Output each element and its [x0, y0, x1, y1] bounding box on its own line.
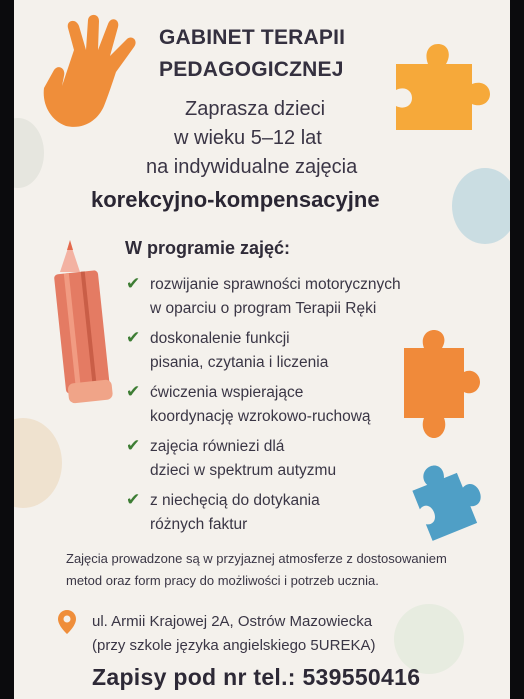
background-blob	[452, 168, 510, 244]
list-item: ćwiczenia wspierające	[150, 384, 304, 401]
therapy-type: korekcyjno-kompensacyjne	[91, 187, 380, 212]
phone-number[interactable]: Zapisy pod nr tel.: 539550416	[92, 664, 421, 690]
invitation-line: w wieku 5–12 lat	[174, 127, 322, 149]
invitation-line: na indywidualne zajęcia	[146, 156, 358, 178]
check-icon: ✔	[126, 328, 141, 347]
check-icon: ✔	[126, 490, 141, 509]
check-icon: ✔	[126, 382, 141, 401]
puzzle-piece-icon	[398, 330, 480, 440]
flyer	[14, 0, 510, 699]
hand-icon	[32, 14, 150, 132]
list-item: doskonalenie funkcji	[150, 330, 290, 347]
page-title: GABINET TERAPII	[159, 26, 346, 49]
location-pin-icon	[58, 610, 76, 634]
info-note: metod oraz form pracy do możliwości i potrzeb ucznia.	[66, 573, 379, 588]
list-item: pisania, czytania i liczenia	[150, 354, 329, 371]
pencil-icon	[54, 232, 114, 408]
invitation-line: Zaprasza dzieci	[185, 98, 326, 120]
list-item: różnych faktur	[150, 516, 248, 533]
check-icon: ✔	[126, 274, 141, 293]
program-heading: W programie zajęć:	[125, 238, 291, 258]
list-item: zajęcia równiezi dlá	[150, 438, 285, 455]
check-icon: ✔	[126, 436, 141, 455]
list-item: dzieci w spektrum autyzmu	[150, 462, 337, 479]
list-item: w oparciu o program Terapii Ręki	[150, 300, 377, 317]
list-item: koordynację wzrokowo-ruchową	[150, 408, 371, 425]
page-subtitle: PEDAGOGICZNEJ	[159, 58, 344, 81]
info-note: Zajęcia prowadzone są w przyjaznej atmosferze z dostosowaniem	[66, 551, 447, 566]
list-item: rozwijanie sprawności motorycznych	[150, 276, 401, 293]
puzzle-piece-icon	[406, 462, 482, 548]
puzzle-piece-icon	[388, 40, 492, 136]
address-line: (przy szkole języka angielskiego 5UREKA)	[92, 637, 376, 654]
address-line: ul. Armii Krajowej 2A, Ostrów Mazowiecka	[92, 613, 373, 630]
background-blob	[14, 418, 62, 508]
list-item: z niechęcią do dotykania	[150, 492, 320, 509]
